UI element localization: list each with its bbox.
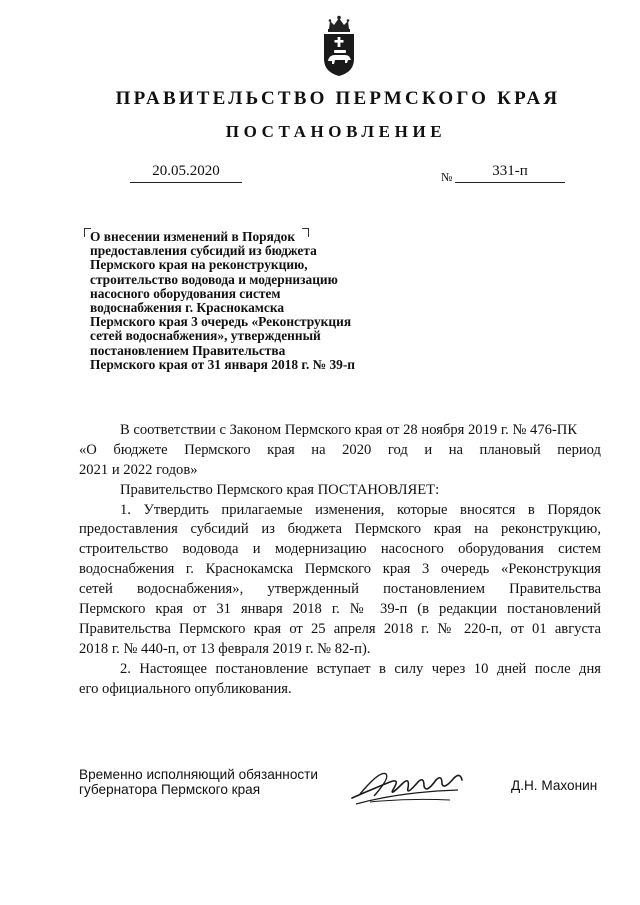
body-line: 1. Утвердить прилагаемые изменения, которые вносятся в Порядок [120, 501, 601, 518]
document-type: ПОСТАНОВЛЕНИЕ [225, 122, 447, 141]
signatory-position-line: Временно исполняющий обязанности [79, 767, 318, 782]
subject-line: Пермского края от 31 января 2018 г. № 39-п [90, 356, 356, 372]
coat-of-arms-icon [319, 15, 359, 77]
government-title: ПРАВИТЕЛЬСТВО ПЕРМСКОГО КРАЯ [115, 88, 561, 109]
subject-bracket-right [302, 228, 309, 237]
body-line: водоснабжения г. Краснокамска Пермского края 3 очередь «Реконструкция [79, 561, 601, 578]
subject-line: О внесении изменений в Порядок [90, 229, 296, 244]
subject-bracket-left [84, 228, 91, 237]
body-line: строительство водовода и модернизацию насосного оборудования систем [79, 541, 601, 558]
document-date: 20.05.2020 [130, 163, 242, 183]
signatory-name: Д.Н. Махонин [511, 778, 598, 793]
handwritten-signature-icon [350, 760, 470, 808]
body-line: 2018 г. № 440-п, от 13 февраля 2019 г. № 82-п). [79, 640, 371, 657]
body-line: предоставления субсидий из бюджета Пермского края на реконструкцию, [79, 521, 601, 538]
subject-line: предоставления субсидий из бюджета [90, 243, 317, 259]
document-date-field [130, 163, 242, 183]
subject-line: насосного оборудования систем [90, 285, 281, 301]
subject-line: водоснабжения г. Краснокамска [90, 300, 285, 316]
signatory-position-line: губернатора Пермского края [79, 782, 261, 797]
number-sign: № [441, 170, 453, 184]
body-line: его официального опубликования. [79, 680, 292, 697]
subject-line: строительство водовода и модернизацию [90, 271, 338, 287]
subject-line: постановлением Правительства [90, 342, 286, 358]
signatory-position [79, 767, 318, 797]
body-line: «О бюджете Пермского края на 2020 год и на плановый период [79, 441, 601, 458]
body-line: 2021 и 2022 годов» [79, 461, 198, 478]
subject-line: Пермского края на реконструкцию, [90, 257, 308, 273]
body-line: Правительства Пермского края от 25 апреля 2018 г. № 220-п, от 01 августа [79, 620, 601, 637]
body-line: В соответствии с Законом Пермского края от 28 ноября 2019 г. № 476-ПК [120, 422, 578, 438]
subject-line: сетей водоснабжения», утвержденный [90, 328, 321, 344]
body-line: Пермского края от 31 января 2018 г. № 39-п (в редакции постановлений [79, 601, 601, 618]
document-body [79, 421, 601, 699]
body-line: 2. Настоящее постановление вступает в силу через 10 дней после дня [120, 660, 601, 677]
document-subject [90, 230, 420, 372]
subject-line: Пермского края 3 очередь «Реконструкция [90, 314, 352, 330]
document-number: 331-п [455, 163, 565, 183]
body-line: сетей водоснабжения», утвержденный постановлением Правительства [79, 581, 601, 598]
decree-line: Правительство Пермского края ПОСТАНОВЛЯЕТ: [120, 481, 440, 498]
